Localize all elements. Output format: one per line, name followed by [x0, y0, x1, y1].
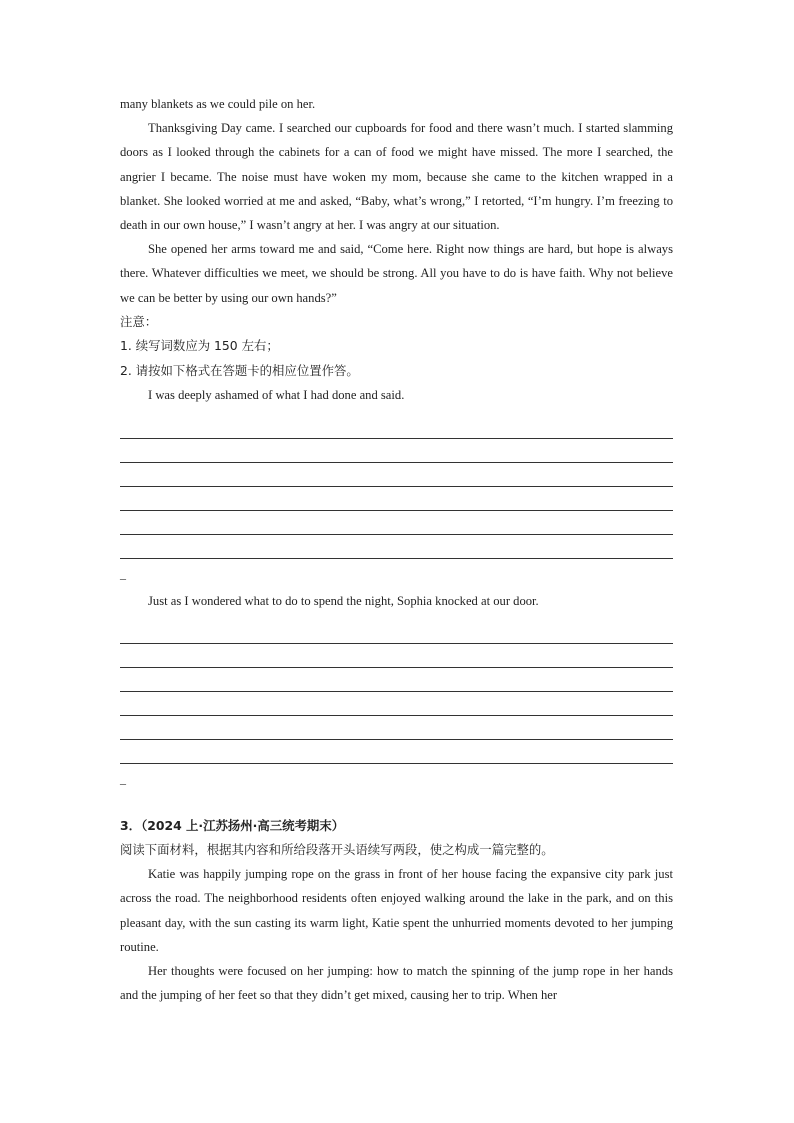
story-paragraph: Thanksgiving Day came. I searched our cupboards for food and there wasn’t much. I started slamming doors as I looked through the cabinets for a can of food we might have missed. The more I searched, the angrier I became. The noise must have woken my mom, because she came to the kitchen wrapped in a blanket. She looked worried at me and asked, “Baby, what’s wrong,” I retorted, “I’m hungry. I’m freezing to death in our own house,” I wasn’t angry at her. I was angry at our situation.	[120, 121, 673, 233]
notes-title: 注意：	[120, 313, 158, 329]
question-instruction: 阅读下面材料，根据其内容和所给段落开头语续写两段，使之构成一篇完整的。	[120, 841, 554, 857]
writing-line	[120, 487, 673, 511]
document-page	[120, 92, 673, 1007]
writing-line	[120, 415, 673, 439]
prompt-second: Just as I wondered what to do to spend the night, Sophia knocked at our door.	[148, 593, 539, 608]
writing-line	[120, 692, 673, 716]
question-number: 3．	[120, 817, 142, 833]
writing-line	[120, 644, 673, 668]
writing-line	[120, 511, 673, 535]
writing-line	[120, 463, 673, 487]
writing-lines-first	[120, 415, 673, 559]
story-paragraph: many blankets as we could pile on her.	[120, 97, 316, 111]
end-mark: _	[120, 771, 126, 786]
writing-line	[120, 740, 673, 764]
question-paragraph: Katie was happily jumping rope on the grass in front of her house facing the expansive city park just across the road. The neighborhood residents often enjoyed walking around the lake in the park, and on this pleasant day, with the sun casting its warm light, Katie spent the unhurried moments devoted to her jumping routine.	[120, 867, 673, 954]
writing-line	[120, 439, 673, 463]
story-paragraph: She opened her arms toward me and said, “Come here. Right now things are hard, but hope is always there. Whatever difficulties we meet, we should be strong. All you have to do is have faith. Why not believe we can be better by using our own hands?”	[120, 242, 673, 305]
end-mark: _	[120, 566, 126, 581]
writing-line	[120, 716, 673, 740]
writing-line	[120, 535, 673, 559]
writing-lines-second	[120, 620, 673, 764]
note-item: 1. 续写词数应为 150 左右；	[120, 338, 279, 354]
question-source: （2024 上·江苏扬州·高三统考期末）	[141, 817, 345, 833]
writing-line	[120, 620, 673, 644]
question-paragraph: Her thoughts were focused on her jumping: how to match the spinning of the jump rope in her hands and the jumping of her feet so that they didn’t get mixed, causing her to trip. When her	[120, 964, 673, 1003]
question-heading	[120, 814, 673, 838]
writing-line	[120, 668, 673, 692]
note-item: 2. 请按如下格式在答题卡的相应位置作答。	[120, 362, 359, 378]
prompt-first: I was deeply ashamed of what I had done and said.	[148, 388, 405, 403]
